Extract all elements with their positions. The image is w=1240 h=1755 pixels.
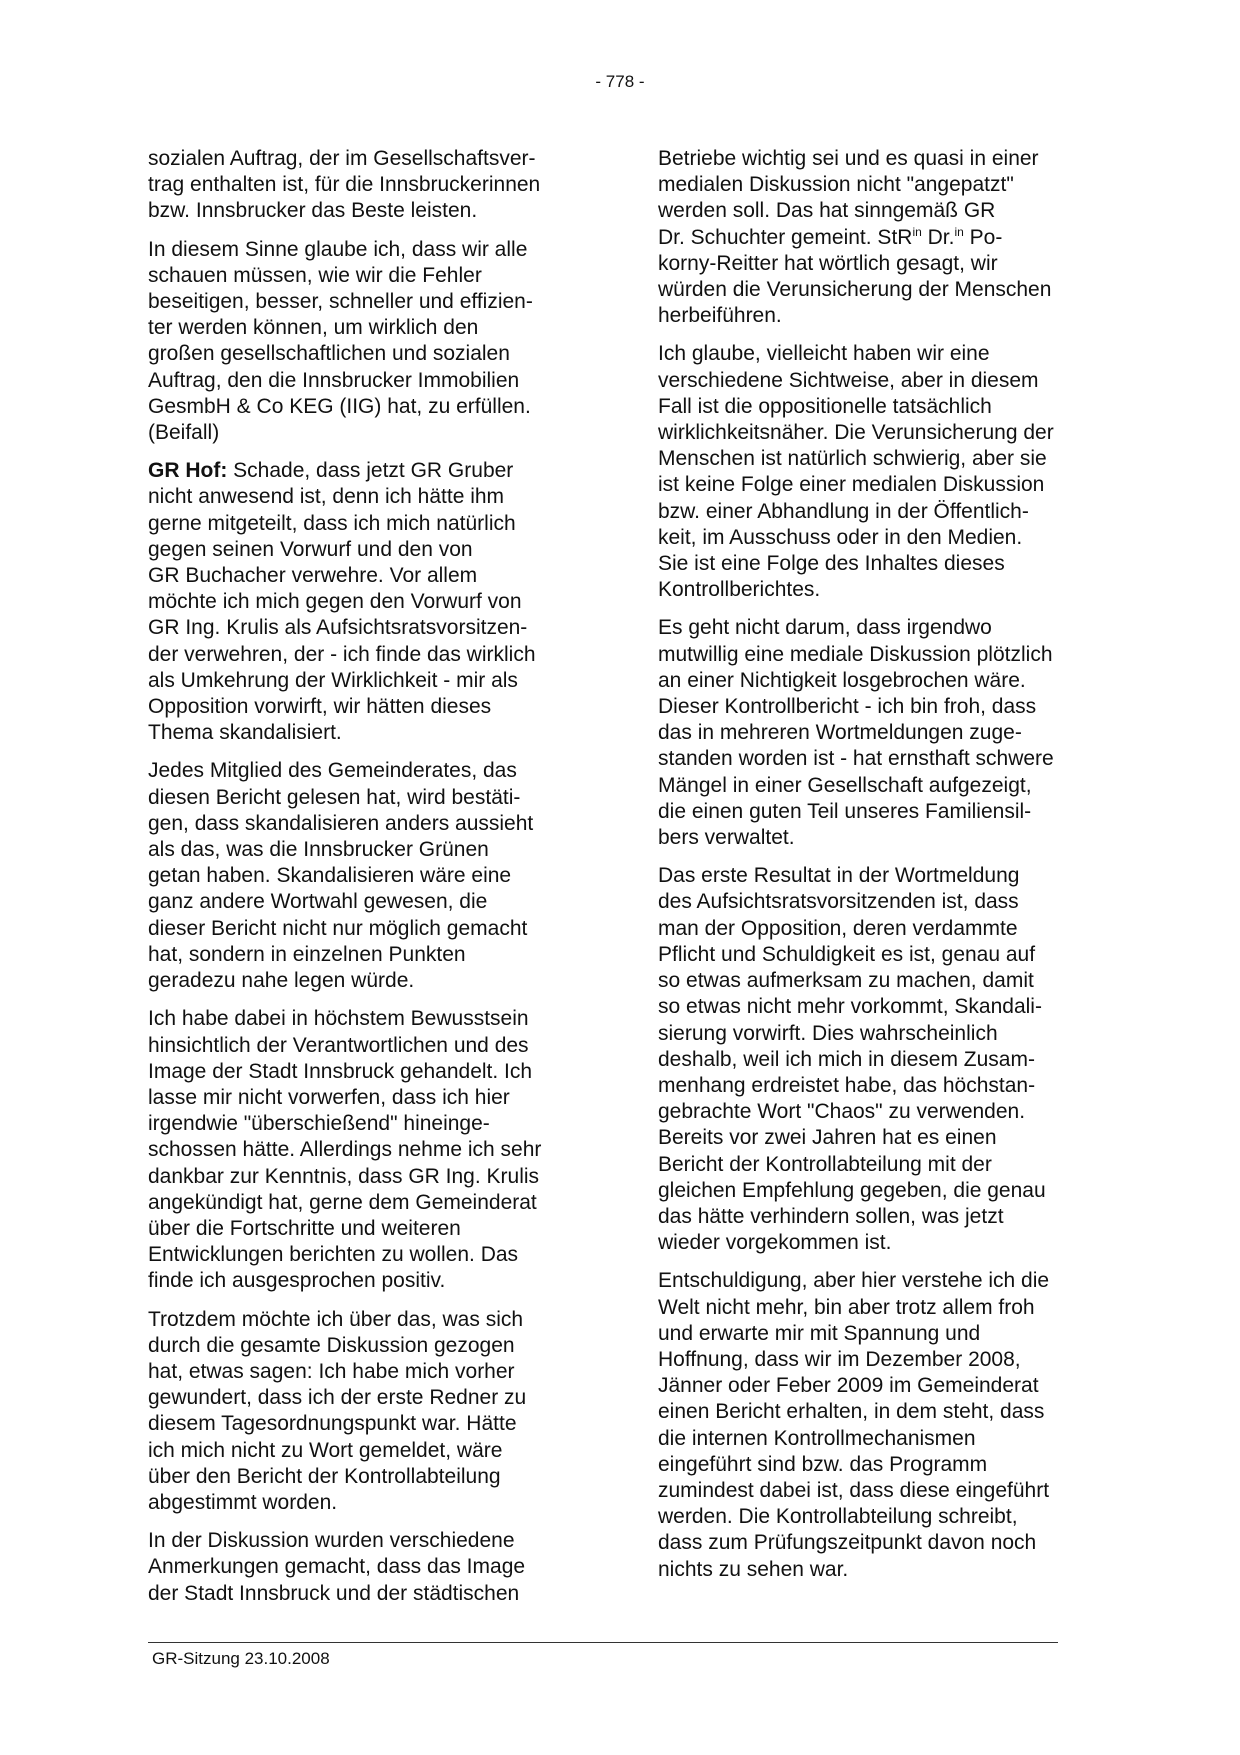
right-column <box>658 146 1103 1595</box>
paragraph: In der Diskussion wurden verschiedene Anmerkungen gemacht, dass das Image der Stadt Innsbruck und der städtischen <box>148 1529 526 1605</box>
paragraph: Trotzdem möchte ich über das, was sich durch die gesamte Diskussion gezogen hat, etwas sagen: Ich habe mich vorher gewundert, dass ich der erste Redner zu diesem Tagesordnungspunkt war. Hätte ich mich nicht zu Wort gemeldet, wäre über den Bericht der Kontrollabteilung abgestimmt worden. <box>148 1307 527 1514</box>
text-run: Betriebe wichtig sei und es quasi in einer medialen Diskussion nicht "angepatzt" werden soll. Das hat sinngemäß GR Dr. Schuchter gemeint. StR <box>658 147 1039 249</box>
speaker-name: GR Hof: <box>148 459 228 483</box>
text-run: Po- korny-Reitter hat wörtlich gesagt, wir würden die Verunsicherung der Menschen herbeiführen. <box>658 225 1052 328</box>
text-run: Dr. <box>921 225 955 249</box>
paragraph: Entschuldigung, aber hier verstehe ich die Welt nicht mehr, bin aber trotz allem froh und erwarte mir mit Spannung und Hoffnung, dass wir im Dezember 2008, Jänner oder Feber 2009 im Gemeinderat einen Bericht erhalten, in dem steht, dass die internen Kontrollmechanismen eingeführt sind bzw. das Programm zumindest dabei ist, dass diese eingeführt werden. Die Kontrollabteilung schreibt, dass zum Prüfungszeitpunkt davon noch nichts zu sehen war. <box>658 1269 1050 1581</box>
footer-session-date: GR-Sitzung 23.10.2008 <box>152 1649 330 1668</box>
paragraph: Das erste Resultat in der Wortmeldung des Aufsichtsratsvorsitzenden ist, dass man der Opposition, deren verdammte Pflicht und Schuldigkeit es ist, genau auf so etwas aufmerksam zu machen, damit so etwas nicht mehr vorkommt, Skandali- sierung vorwirft. Dies wahrscheinlich deshalb, weil ich mich in diesem Zusam- menhang erdreistet habe, das höchstan- gebrachte Wort "Chaos" zu verwenden. Bereits vor zwei Jahren hat es einen Bericht der Kontrollabteilung mit der gleichen Empfehlung gegeben, die genau das hätte verhindern sollen, was jetzt wieder vorgekommen ist. <box>658 864 1046 1255</box>
superscript: in <box>954 224 964 239</box>
paragraph: Es geht nicht darum, dass irgendwo mutwillig eine mediale Diskussion plötzlich an einer Nichtigkeit losgebrochen wäre. Dieser Kontrollbericht - ich bin froh, dass das in mehreren Wortmeldungen zuge- standen worden ist - hat ernsthaft schwere Mängel in einer Gesellschaft aufgezeigt, die einen guten Teil unseres Familiensil- bers verwaltet. <box>658 616 1054 850</box>
footer-divider <box>148 1642 1058 1643</box>
speech-text: Schade, dass jetzt GR Gruber nicht anwesend ist, denn ich hätte ihm gerne mitgeteilt, dass ich mich natürlich gegen seinen Vorwurf und den von GR Buchacher verwehre. Vor allem möchte ich mich gegen den Vorwurf von GR Ing. Krulis als Aufsichtsratsvorsitzen- der verwehren, der - ich finde das wirklich als Umkehrung der Wirklichkeit - mir als Opposition vorwirft, wir hätten dieses Thema skandalisiert. <box>148 459 536 745</box>
paragraph: Jedes Mitglied des Gemeinderates, das diesen Bericht gelesen hat, wird bestäti- gen, dass skandalisieren anders aussieht als das, was die Innsbrucker Grünen getan haben. Skandalisieren wäre eine ganz andere Wortwahl gewesen, die dieser Bericht nicht nur möglich gemacht hat, sondern in einzelnen Punkten geradezu nahe legen würde. <box>148 759 534 993</box>
paragraph: Ich glaube, vielleicht haben wir eine verschiedene Sichtweise, aber in diesem Fall ist die oppositionelle tatsächlich wirklichkeitsnäher. Die Verunsicherung der Menschen ist natürlich schwierig, aber sie ist keine Folge einer medialen Diskussion bzw. einer Abhandlung in der Öffentlich- keit, im Ausschuss oder in den Medien. Sie ist eine Folge des Inhaltes dieses Kontrollberichtes. <box>658 342 1054 602</box>
paragraph <box>658 146 1103 329</box>
paragraph: Ich habe dabei in höchstem Bewusstsein hinsichtlich der Verantwortlichen und des Image der Stadt Innsbruck gehandelt. Ich lasse mir nicht vorwerfen, dass ich hier irgendwie "überschießend" hineinge- schossen hätte. Allerdings nehme ich sehr dankbar zur Kenntnis, dass GR Ing. Krulis angekündigt hat, gerne dem Gemeinderat über die Fortschritte und weiteren Entwicklungen berichten zu wollen. Das finde ich ausgesprochen positiv. <box>148 1007 542 1293</box>
page-number: - 778 - <box>595 72 645 91</box>
paragraph: sozialen Auftrag, der im Gesellschaftsver- trag enthalten ist, für die Innsbruckerinnen bzw. Innsbrucker das Beste leisten. <box>148 147 541 223</box>
left-column <box>148 146 583 1619</box>
speaker-paragraph <box>148 458 583 746</box>
paragraph: In diesem Sinne glaube ich, dass wir alle schauen müssen, wie wir die Fehler beseitigen, besser, schneller und effizien- ter werden können, um wirklich den großen gesellschaftlichen und sozialen Auftrag, den die Innsbrucker Immobilien GesmbH & Co KEG (IIG) hat, zu erfüllen. (Beifall) <box>148 237 533 445</box>
superscript: in <box>912 224 922 239</box>
